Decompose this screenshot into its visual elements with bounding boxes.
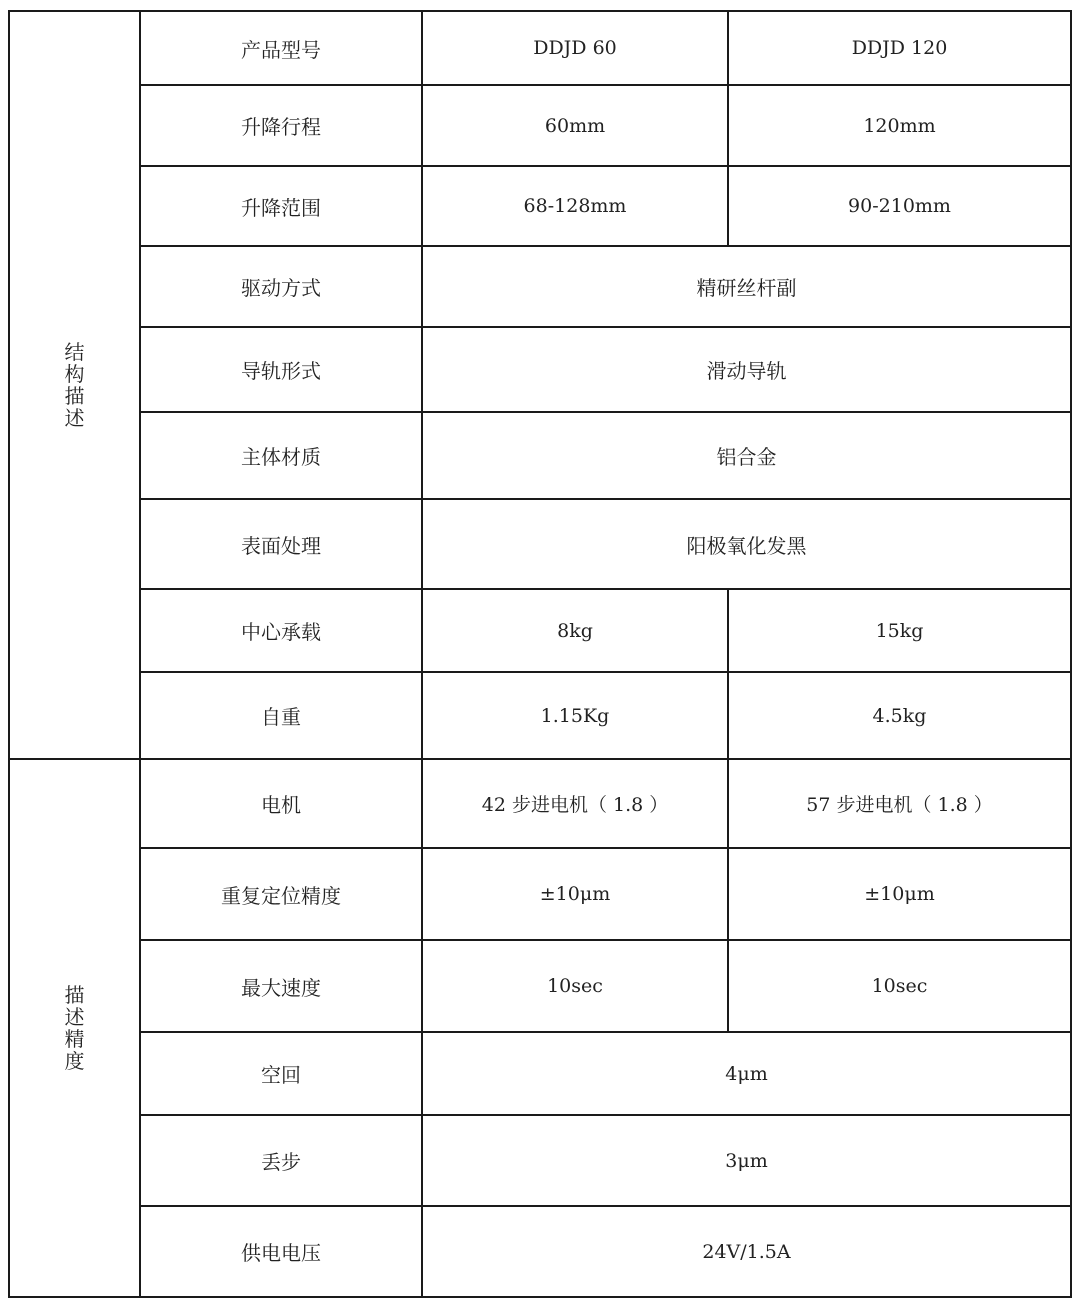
row-label: 重复定位精度	[140, 848, 422, 940]
value-ddjd60: 42 步进电机（ 1.8 ）	[422, 759, 728, 848]
table-row	[9, 166, 1071, 246]
value-ddjd120: 15kg	[728, 589, 1071, 672]
value-ddjd120: DDJD 120	[728, 11, 1071, 85]
table-row	[9, 759, 1071, 848]
value-ddjd60: 8kg	[422, 589, 728, 672]
table-row	[9, 85, 1071, 166]
row-label: 导轨形式	[140, 327, 422, 412]
value-shared: 3μm	[422, 1115, 1071, 1206]
value-ddjd120: ±10μm	[728, 848, 1071, 940]
group-precision: 描述精度	[9, 759, 140, 1297]
row-label: 主体材质	[140, 412, 422, 499]
table-row	[9, 848, 1071, 940]
value-ddjd120: 4.5kg	[728, 672, 1071, 759]
table-row	[9, 412, 1071, 499]
table-row	[9, 499, 1071, 589]
table-row	[9, 672, 1071, 759]
row-label: 自重	[140, 672, 422, 759]
group-structure: 结构描述	[9, 11, 140, 759]
row-label: 产品型号	[140, 11, 422, 85]
row-label: 驱动方式	[140, 246, 422, 327]
row-label: 供电电压	[140, 1206, 422, 1297]
table-row	[9, 327, 1071, 412]
table-row	[9, 11, 1071, 85]
value-ddjd60: ±10μm	[422, 848, 728, 940]
value-shared: 精研丝杆副	[422, 246, 1071, 327]
value-ddjd120: 90-210mm	[728, 166, 1071, 246]
value-ddjd120: 10sec	[728, 940, 1071, 1032]
value-ddjd120: 57 步进电机（ 1.8 ）	[728, 759, 1071, 848]
value-shared: 4μm	[422, 1032, 1071, 1115]
value-shared: 滑动导轨	[422, 327, 1071, 412]
value-ddjd60: 10sec	[422, 940, 728, 1032]
value-ddjd120: 120mm	[728, 85, 1071, 166]
table-row	[9, 1206, 1071, 1297]
table-row	[9, 940, 1071, 1032]
value-shared: 阳极氧化发黑	[422, 499, 1071, 589]
row-label: 升降范围	[140, 166, 422, 246]
row-label: 电机	[140, 759, 422, 848]
row-label: 丢步	[140, 1115, 422, 1206]
value-ddjd60: 1.15Kg	[422, 672, 728, 759]
spec-table	[8, 10, 1072, 1298]
row-label: 最大速度	[140, 940, 422, 1032]
row-label: 空回	[140, 1032, 422, 1115]
table-row	[9, 1032, 1071, 1115]
value-ddjd60: 60mm	[422, 85, 728, 166]
value-ddjd60: DDJD 60	[422, 11, 728, 85]
spec-table-wrapper	[8, 10, 1072, 1298]
value-shared: 铝合金	[422, 412, 1071, 499]
row-label: 表面处理	[140, 499, 422, 589]
table-row	[9, 589, 1071, 672]
row-label: 中心承载	[140, 589, 422, 672]
value-ddjd60: 68-128mm	[422, 166, 728, 246]
value-shared: 24V/1.5A	[422, 1206, 1071, 1297]
row-label: 升降行程	[140, 85, 422, 166]
table-row	[9, 246, 1071, 327]
table-row	[9, 1115, 1071, 1206]
